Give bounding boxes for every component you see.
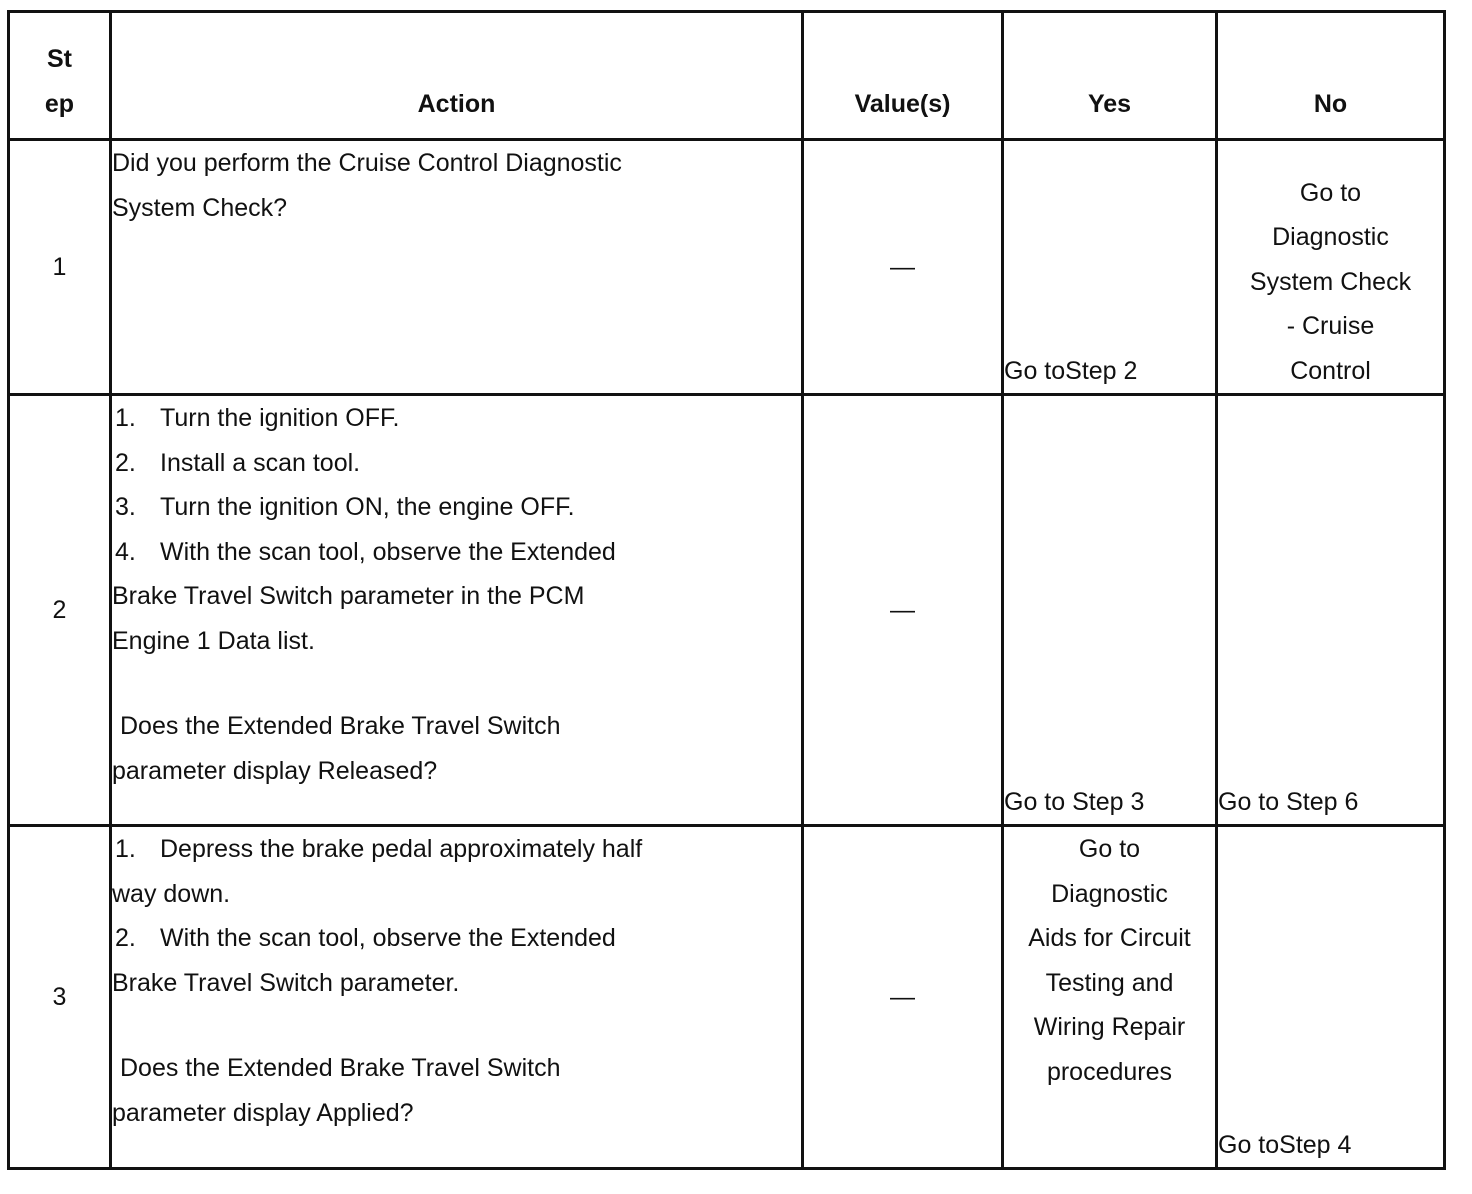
no-cell: Go toStep 4 — [1217, 826, 1445, 1169]
action-line: Did you perform the Cruise Control Diagnostic — [112, 149, 622, 177]
yes-line: Diagnostic — [1051, 879, 1168, 908]
yes-cell: Go to Step 3 — [1003, 395, 1217, 826]
action-item — [112, 485, 801, 530]
no-line: System Check — [1249, 267, 1412, 296]
action-cell — [111, 826, 803, 1169]
header-values: Value(s) — [803, 12, 1003, 140]
action-line: Engine 1 Data list. — [112, 626, 315, 655]
no-line: Go to — [1299, 178, 1362, 207]
action-item — [112, 916, 801, 961]
value-cell: — — [803, 826, 1003, 1169]
table-row — [9, 395, 1445, 826]
no-cell — [1217, 140, 1445, 395]
action-line: way down. — [112, 879, 231, 908]
question-line: parameter display Released? — [112, 756, 438, 785]
item-number: 1. — [115, 404, 136, 432]
question-line: parameter display Applied? — [112, 1098, 414, 1127]
step-number: 1 — [9, 140, 111, 395]
value-cell: — — [803, 140, 1003, 395]
action-item — [112, 441, 801, 486]
header-step — [9, 12, 111, 140]
action-question — [112, 704, 801, 793]
header-no: No — [1217, 12, 1445, 140]
question-line: Does the Extended Brake Travel Switch — [120, 1054, 561, 1082]
item-text: Turn the ignition ON, the engine OFF. — [160, 493, 575, 521]
diagnostic-table — [7, 10, 1446, 1170]
header-row — [9, 12, 1445, 140]
table-row — [9, 826, 1445, 1169]
header-step-line2: ep — [44, 89, 75, 118]
yes-line: Wiring Repair — [1033, 1013, 1186, 1041]
item-text: Install a scan tool. — [160, 448, 361, 477]
question-line: Does the Extended Brake Travel Switch — [120, 712, 561, 740]
table-row — [9, 140, 1445, 395]
item-text: With the scan tool, observe the Extended — [160, 924, 616, 952]
yes-cell — [1003, 826, 1217, 1169]
item-number: 4. — [115, 537, 136, 566]
action-line: System Check? — [112, 193, 288, 222]
item-text: With the scan tool, observe the Extended — [160, 537, 616, 566]
action-cell — [111, 140, 803, 395]
no-cell: Go to Step 6 — [1217, 395, 1445, 826]
action-item — [112, 396, 801, 441]
yes-cell: Go toStep 2 — [1003, 140, 1217, 395]
action-line: Brake Travel Switch parameter in the PCM — [112, 582, 585, 610]
action-question — [112, 1046, 801, 1135]
yes-line: Go to — [1078, 835, 1141, 863]
item-number: 2. — [115, 448, 136, 477]
item-number: 3. — [115, 493, 136, 521]
no-line: Diagnostic — [1272, 223, 1389, 251]
action-item — [112, 827, 801, 872]
header-yes: Yes — [1003, 12, 1217, 140]
item-text: Depress the brake pedal approximately half — [160, 835, 643, 863]
item-number: 1. — [115, 835, 136, 863]
yes-line: procedures — [1046, 1057, 1173, 1086]
action-cell — [111, 395, 803, 826]
item-text: Turn the ignition OFF. — [160, 404, 400, 432]
step-number: 3 — [9, 826, 111, 1169]
item-number: 2. — [115, 924, 136, 952]
no-line: Control — [1290, 356, 1371, 385]
action-line: Brake Travel Switch parameter. — [112, 968, 460, 997]
value-cell: — — [803, 395, 1003, 826]
yes-line: Aids for Circuit — [1028, 924, 1191, 952]
header-action: Action — [111, 12, 803, 140]
step-number: 2 — [9, 395, 111, 826]
no-line: - Cruise — [1286, 312, 1375, 340]
header-step-line1: St — [47, 45, 72, 73]
action-item — [112, 530, 801, 575]
yes-line: Testing and — [1045, 968, 1174, 997]
